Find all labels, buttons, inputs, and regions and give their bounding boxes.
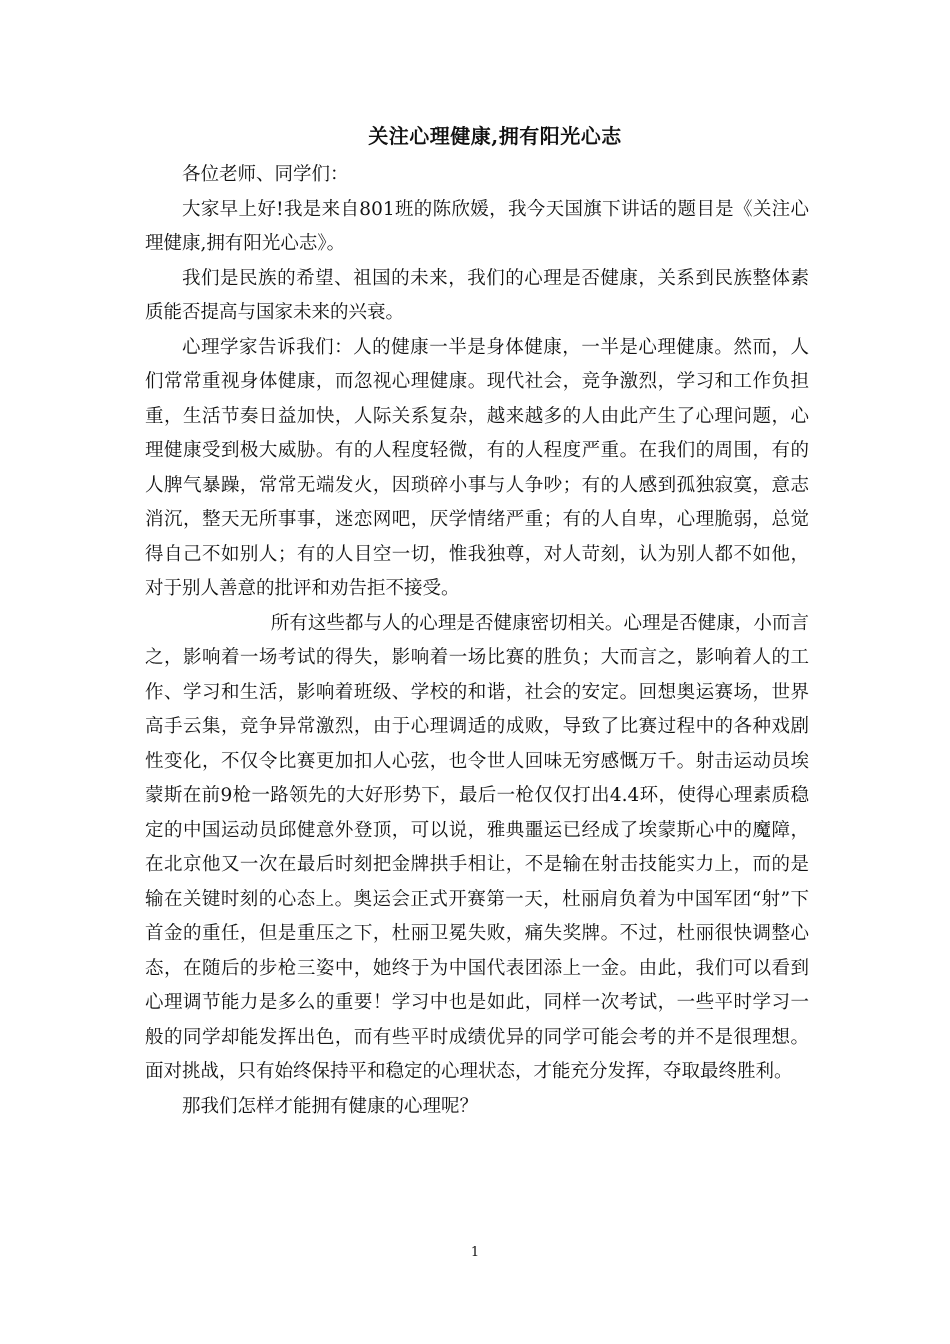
document-title: 关注心理健康,拥有阳光心志	[368, 124, 622, 148]
body-paragraph: 心理学家告诉我们：人的健康一半是身体健康，一半是心理健康。然而，人们常常重视身体健康，而忽视心理健康。现代社会，竞争激烈，学习和工作负担重，生活节奏日益加快，人际关系复杂，越来越多的人由此产生了心理问题，心理健康受到极大威胁。有的人程度轻微，有的人程度严重。在我们的周围，有的人脾气暴躁，常常无端发火，因琐碎小事与人争吵；有的人感到孤独寂寞，意志消沉，整天无所事事，迷恋网吧，厌学情绪严重；有的人自卑，心理脆弱，总觉得自己不如别人；有的人目空一切，惟我独尊，对人苛刻，认为别人都不如他，对于别人善意的批评和劝告拒不接受。	[145, 336, 809, 599]
document-body	[145, 158, 809, 1124]
closing-question-paragraph: 那我们怎样才能拥有健康的心理呢？	[182, 1095, 479, 1117]
greeting-paragraph: 大家早上好!我是来自801班的陈欣媛，我今天国旗下讲话的题目是《关注心理健康,拥有阳光心志》。	[145, 198, 809, 254]
salutation-paragraph: 各位老师、同学们：	[182, 164, 349, 185]
body-paragraph: 所有这些都与人的心理是否健康密切相关。心理是否健康，小而言之，影响着一场考试的得失，影响着一场比赛的胜负；大而言之，影响着人的工作、学习和生活，影响着班级、学校的和谐，社会的安定。回想奥运赛场，世界高手云集，竞争异常激烈，由于心理调适的成败，导致了比赛过程中的各种戏剧性变化，不仅令比赛更加扣人心弦，也令世人回味无穷感慨万千。射击运动员埃蒙斯在前9枪一路领先的大好形势下，最后一枪仅仅打出4.4环，使得心理素质稳定的中国运动员邱健意外登顶，可以说，雅典噩运已经成了埃蒙斯心中的魔障，在北京他又一次在最后时刻把金牌拱手相让，不是输在射击技能实力上，而的是输在关键时刻的心态上。奥运会正式开赛第一天，杜丽肩负着为中国军团“射”下首金的重任，但是重压之下，杜丽卫冕失败，痛失奖牌。不过，杜丽很快调整心态，在随后的步枪三姿中，她终于为中国代表团添上一金。由此，我们可以看到心理调节能力是多么的重要！学习中也是如此，同样一次考试，一些平时学习一般的同学却能发挥出色，而有些平时成绩优异的同学可能会考的并不是很理想。面对挑战，只有始终保持平和稳定的心理状态，才能充分发挥，夺取最终胜利。	[145, 612, 809, 1082]
body-paragraph: 我们是民族的希望、祖国的未来，我们的心理是否健康，关系到民族整体素质能否提高与国家未来的兴衰。	[145, 267, 809, 323]
page-number: 1	[470, 1245, 480, 1260]
